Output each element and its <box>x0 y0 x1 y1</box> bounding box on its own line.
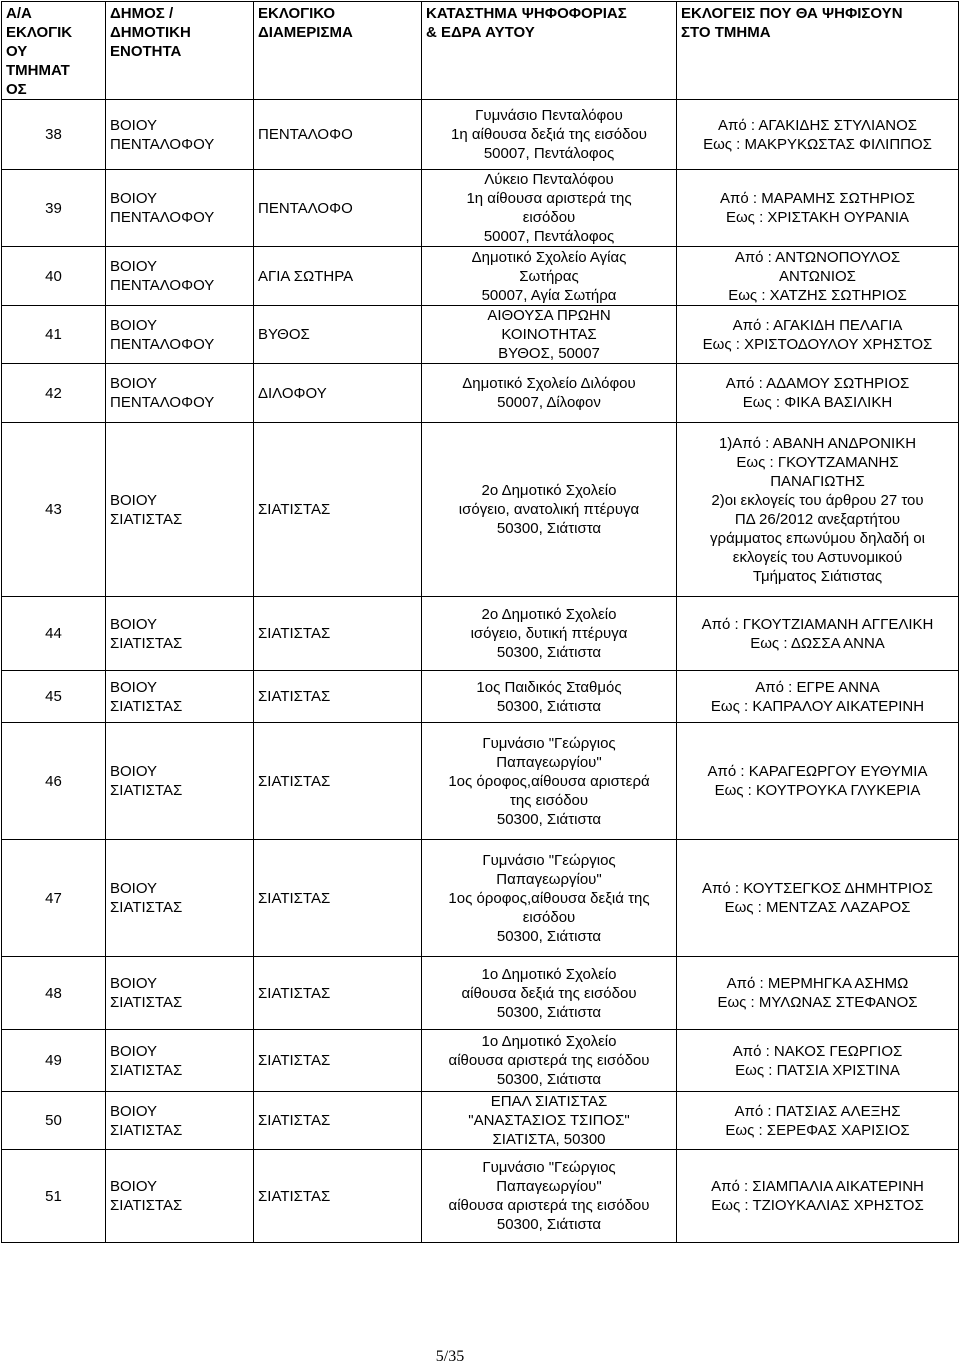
polling-station-cell: Λύκειο Πενταλόφου 1η αίθουσα αριστερά της εισόδου 50007, Πεντάλοφος <box>422 170 677 247</box>
municipality-cell: ΒΟΙΟΥ ΠΕΝΤΑΛΟΦΟΥ <box>106 170 254 247</box>
header-municipality: ΔΗΜΟΣ / ΔΗΜΟΤΙΚΗ ΕΝΟΤΗΤΑ <box>106 2 254 100</box>
section-number: 51 <box>2 1150 106 1243</box>
municipality-cell: ΒΟΙΟΥ ΠΕΝΤΑΛΟΦΟΥ <box>106 364 254 423</box>
section-number: 42 <box>2 364 106 423</box>
section-number: 41 <box>2 306 106 364</box>
table-row <box>2 423 959 597</box>
municipality-cell: ΒΟΙΟΥ ΠΕΝΤΑΛΟΦΟΥ <box>106 100 254 170</box>
section-number: 38 <box>2 100 106 170</box>
polling-station-cell: 1ο Δημοτικό Σχολείο αίθουσα αριστερά της εισόδου 50300, Σιάτιστα <box>422 1030 677 1092</box>
section-number: 47 <box>2 840 106 957</box>
municipality-cell: ΒΟΙΟΥ ΠΕΝΤΑΛΟΦΟΥ <box>106 247 254 306</box>
header-district: ΕΚΛΟΓΙΚΟ ΔΙΑΜΕΡΙΣΜΑ <box>254 2 422 100</box>
voters-cell: Από : ΝΑΚΟΣ ΓΕΩΡΓΙΟΣ Εως : ΠΑΤΣΙΑ ΧΡΙΣΤΙΝΑ <box>677 1030 959 1092</box>
polling-station-cell: Γυμνάσιο "Γεώργιος Παπαγεωργίου" αίθουσα αριστερά της εισόδου 50300, Σιάτιστα <box>422 1150 677 1243</box>
municipality-cell: ΒΟΙΟΥ ΣΙΑΤΙΣΤΑΣ <box>106 723 254 840</box>
header-voters: ΕΚΛΟΓΕΙΣ ΠΟΥ ΘΑ ΨΗΦΙΣΟΥΝ ΣΤΟ ΤΜΗΜΑ <box>677 2 959 100</box>
page-number: 5/35 <box>435 1348 465 1365</box>
municipality-cell: ΒΟΙΟΥ ΣΙΑΤΙΣΤΑΣ <box>106 840 254 957</box>
polling-station-cell: ΑΙΘΟΥΣΑ ΠΡΩΗΝ ΚΟΙΝΟΤΗΤΑΣ ΒΥΘΟΣ, 50007 <box>422 306 677 364</box>
voters-cell: Από : ΓΚΟΥΤΖΙΑΜΑΝΗ ΑΓΓΕΛΙΚΗ Εως : ΔΩΣΣΑ ΑΝΝΑ <box>677 597 959 671</box>
section-number: 45 <box>2 671 106 723</box>
voters-cell: Από : ΣΙΑΜΠΑΛΙΑ ΑΙΚΑΤΕΡΙΝΗ Εως : ΤΖΙΟΥΚΑΛΙΑΣ ΧΡΗΣΤΟΣ <box>677 1150 959 1243</box>
polling-station-cell: Γυμνάσιο Πενταλόφου 1η αίθουσα δεξιά της εισόδου 50007, Πεντάλοφος <box>422 100 677 170</box>
section-number: 46 <box>2 723 106 840</box>
table-body <box>2 100 959 1243</box>
district-cell: ΣΙΑΤΙΣΤΑΣ <box>254 1150 422 1243</box>
district-cell: ΣΙΑΤΙΣΤΑΣ <box>254 957 422 1030</box>
table-row <box>2 840 959 957</box>
section-number: 43 <box>2 423 106 597</box>
section-number: 40 <box>2 247 106 306</box>
section-number: 50 <box>2 1092 106 1150</box>
table-row <box>2 597 959 671</box>
table-row <box>2 100 959 170</box>
district-cell: ΑΓΙΑ ΣΩΤΗΡΑ <box>254 247 422 306</box>
voters-cell: 1)Από : ΑΒΑΝΗ ΑΝΔΡΟΝΙΚΗ Εως : ΓΚΟΥΤΖΑΜΑΝΗΣ ΠΑΝΑΓΙΩΤΗΣ 2)οι εκλογείς του άρθρου 27 του ΠΔ 26/2012 ανεξαρτήτου γράμματος επωνύμου δηλαδή οι εκλογείς του Αστυνομικού Τμήματος Σιάτιστας <box>677 423 959 597</box>
table-row <box>2 1150 959 1243</box>
district-cell: ΣΙΑΤΙΣΤΑΣ <box>254 1092 422 1150</box>
municipality-cell: ΒΟΙΟΥ ΣΙΑΤΙΣΤΑΣ <box>106 671 254 723</box>
district-cell: ΒΥΘΟΣ <box>254 306 422 364</box>
district-cell: ΣΙΑΤΙΣΤΑΣ <box>254 597 422 671</box>
table-row <box>2 723 959 840</box>
polling-station-cell: ΕΠΑΛ ΣΙΑΤΙΣΤΑΣ "ΑΝΑΣΤΑΣΙΟΣ ΤΣΙΠΟΣ" ΣΙΑΤΙΣΤΑ, 50300 <box>422 1092 677 1150</box>
district-cell: ΣΙΑΤΙΣΤΑΣ <box>254 1030 422 1092</box>
section-number: 48 <box>2 957 106 1030</box>
district-cell: ΠΕΝΤΑΛΟΦΟ <box>254 170 422 247</box>
table-row <box>2 957 959 1030</box>
table-header-row <box>2 2 959 100</box>
table-row <box>2 247 959 306</box>
section-number: 49 <box>2 1030 106 1092</box>
polling-station-cell: 1ος Παιδικός Σταθμός 50300, Σιάτιστα <box>422 671 677 723</box>
municipality-cell: ΒΟΙΟΥ ΣΙΑΤΙΣΤΑΣ <box>106 1092 254 1150</box>
table-row <box>2 364 959 423</box>
voters-cell: Από : ΚΟΥΤΣΕΓΚΟΣ ΔΗΜΗΤΡΙΟΣ Εως : ΜΕΝΤΖΑΣ ΛΑΖΑΡΟΣ <box>677 840 959 957</box>
voters-cell: Από : ΑΓΑΚΙΔΗΣ ΣΤΥΛΙΑΝΟΣ Εως : ΜΑΚΡΥΚΩΣΤΑΣ ΦΙΛΙΠΠΟΣ <box>677 100 959 170</box>
municipality-cell: ΒΟΙΟΥ ΣΙΑΤΙΣΤΑΣ <box>106 597 254 671</box>
voters-cell: Από : ΜΑΡΑΜΗΣ ΣΩΤΗΡΙΟΣ Εως : ΧΡΙΣΤΑΚΗ ΟΥΡΑΝΙΑ <box>677 170 959 247</box>
municipality-cell: ΒΟΙΟΥ ΠΕΝΤΑΛΟΦΟΥ <box>106 306 254 364</box>
polling-stations-table <box>1 1 959 1243</box>
municipality-cell: ΒΟΙΟΥ ΣΙΑΤΙΣΤΑΣ <box>106 1150 254 1243</box>
polling-station-cell: Γυμνάσιο "Γεώργιος Παπαγεωργίου" 1ος όροφος,αίθουσα αριστερά της εισόδου 50300, Σιάτιστα <box>422 723 677 840</box>
polling-station-cell: Γυμνάσιο "Γεώργιος Παπαγεωργίου" 1ος όροφος,αίθουσα δεξιά της εισόδου 50300, Σιάτιστα <box>422 840 677 957</box>
voters-cell: Από : ΑΓΑΚΙΔΗ ΠΕΛΑΓΙΑ Εως : ΧΡΙΣΤΟΔΟΥΛΟΥ ΧΡΗΣΤΟΣ <box>677 306 959 364</box>
voters-cell: Από : ΚΑΡΑΓΕΩΡΓΟΥ ΕΥΘΥΜΙΑ Εως : ΚΟΥΤΡΟΥΚΑ ΓΛΥΚΕΡΙΑ <box>677 723 959 840</box>
municipality-cell: ΒΟΙΟΥ ΣΙΑΤΙΣΤΑΣ <box>106 423 254 597</box>
polling-station-cell: 1ο Δημοτικό Σχολείο αίθουσα δεξιά της εισόδου 50300, Σιάτιστα <box>422 957 677 1030</box>
header-section-number: Α/Α ΕΚΛΟΓΙΚ ΟΥ ΤΜΗΜΑΤ ΟΣ <box>2 2 106 100</box>
table-row <box>2 671 959 723</box>
section-number: 39 <box>2 170 106 247</box>
voters-cell: Από : ΜΕΡΜΗΓΚΑ ΑΣΗΜΩ Εως : ΜΥΛΩΝΑΣ ΣΤΕΦΑΝΟΣ <box>677 957 959 1030</box>
district-cell: ΔΙΛΟΦΟΥ <box>254 364 422 423</box>
section-number: 44 <box>2 597 106 671</box>
district-cell: ΣΙΑΤΙΣΤΑΣ <box>254 723 422 840</box>
table-row <box>2 1092 959 1150</box>
table-row <box>2 170 959 247</box>
polling-station-cell: Δημοτικό Σχολείο Διλόφου 50007, Δίλοφον <box>422 364 677 423</box>
voters-cell: Από : ΑΔΑΜΟΥ ΣΩΤΗΡΙΟΣ Εως : ΦΙΚΑ ΒΑΣΙΛΙΚΗ <box>677 364 959 423</box>
polling-station-cell: 2ο Δημοτικό Σχολείο ισόγειο, δυτική πτέρυγα 50300, Σιάτιστα <box>422 597 677 671</box>
voters-cell: Από : ΠΑΤΣΙΑΣ ΑΛΕΞΗΣ Εως : ΣΕΡΕΦΑΣ ΧΑΡΙΣΙΟΣ <box>677 1092 959 1150</box>
municipality-cell: ΒΟΙΟΥ ΣΙΑΤΙΣΤΑΣ <box>106 957 254 1030</box>
municipality-cell: ΒΟΙΟΥ ΣΙΑΤΙΣΤΑΣ <box>106 1030 254 1092</box>
voters-cell: Από : ΑΝΤΩΝΟΠΟΥΛΟΣ ΑΝΤΩΝΙΟΣ Εως : ΧΑΤΖΗΣ ΣΩΤΗΡΙΟΣ <box>677 247 959 306</box>
polling-station-cell: Δημοτικό Σχολείο Αγίας Σωτήρας 50007, Αγία Σωτήρα <box>422 247 677 306</box>
district-cell: ΠΕΝΤΑΛΟΦΟ <box>254 100 422 170</box>
district-cell: ΣΙΑΤΙΣΤΑΣ <box>254 671 422 723</box>
table-row <box>2 306 959 364</box>
table-row <box>2 1030 959 1092</box>
polling-station-cell: 2ο Δημοτικό Σχολείο ισόγειο, ανατολική πτέρυγα 50300, Σιάτιστα <box>422 423 677 597</box>
district-cell: ΣΙΑΤΙΣΤΑΣ <box>254 840 422 957</box>
district-cell: ΣΙΑΤΙΣΤΑΣ <box>254 423 422 597</box>
header-polling-station: ΚΑΤΑΣΤΗΜΑ ΨΗΦΟΦΟΡΙΑΣ & ΕΔΡΑ ΑΥΤΟΥ <box>422 2 677 100</box>
voters-cell: Από : ΕΓΡΕ ΑΝΝΑ Εως : ΚΑΠΡΑΛΟΥ ΑΙΚΑΤΕΡΙΝΗ <box>677 671 959 723</box>
